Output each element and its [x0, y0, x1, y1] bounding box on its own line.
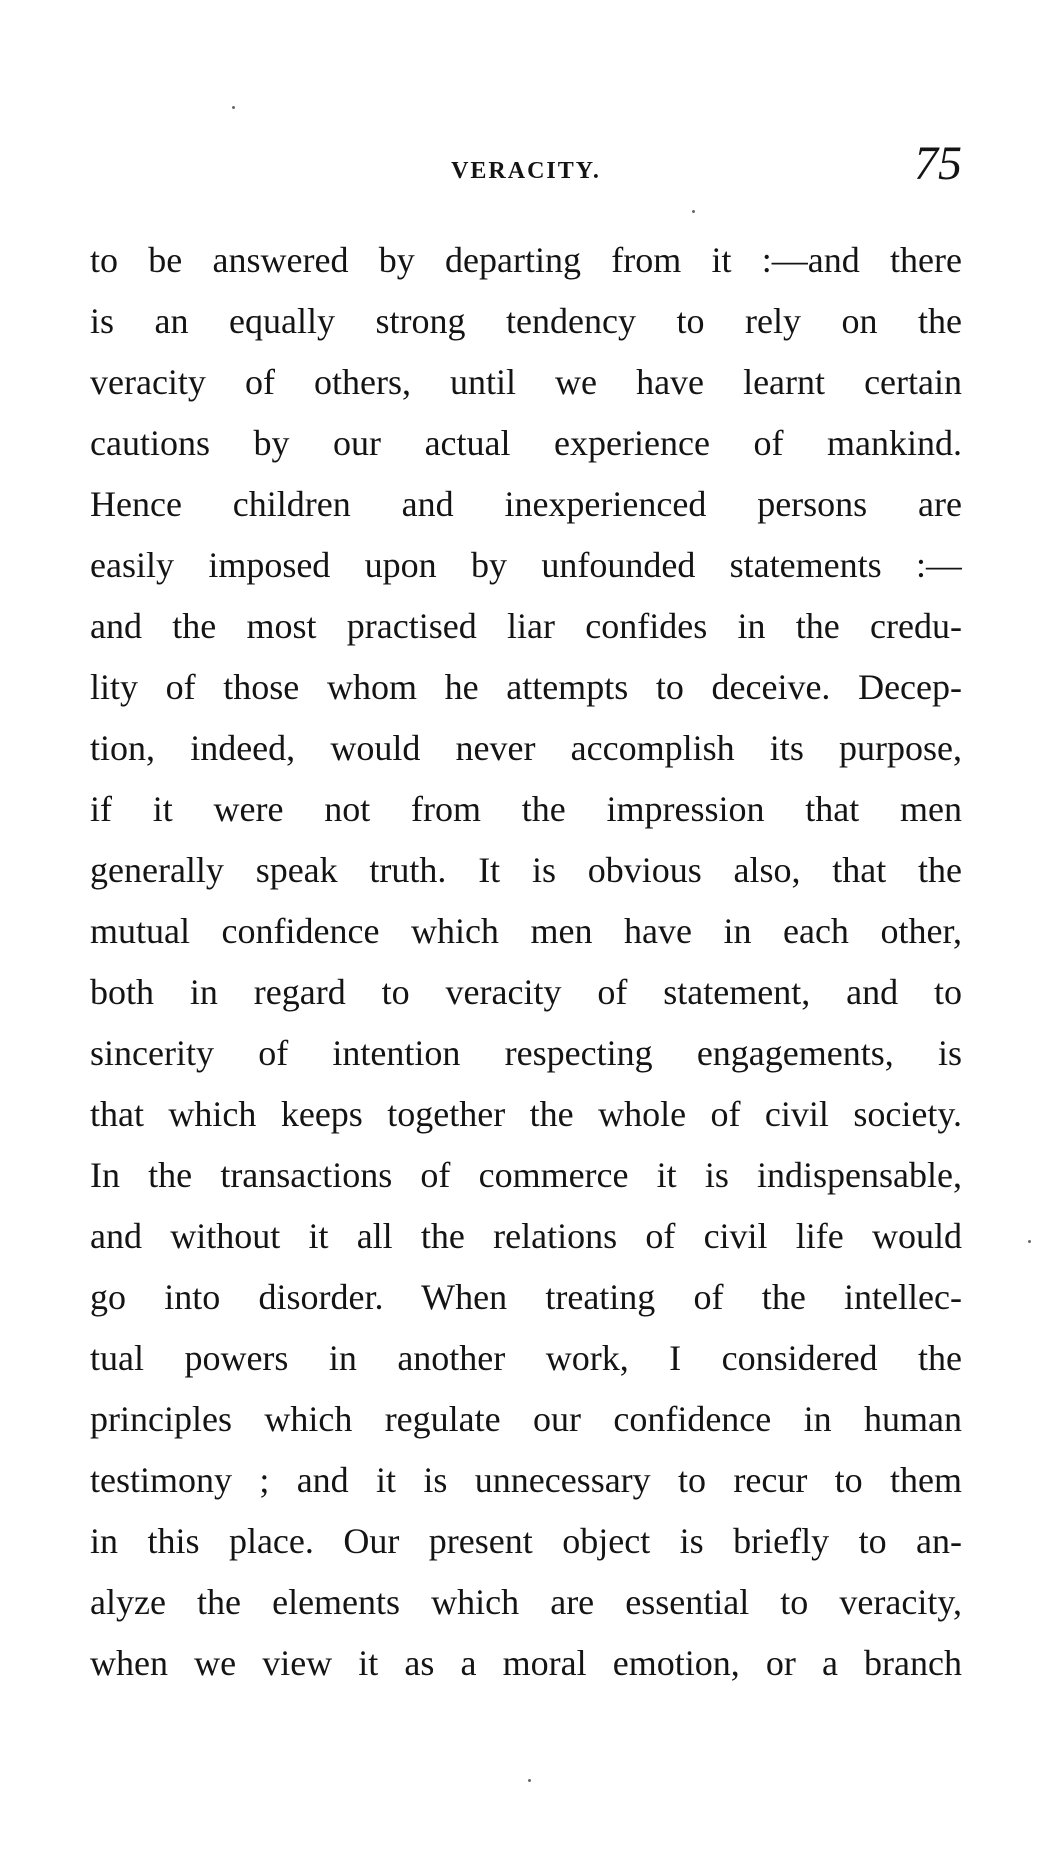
body-text	[90, 230, 962, 1694]
text-line: sincerity of intention respecting engagements, is	[90, 1033, 962, 1073]
text-line: In the transactions of commerce it is indispensable,	[90, 1155, 962, 1195]
text-line: and the most practised liar confides in the credu-	[90, 606, 962, 646]
page-number: 75	[914, 137, 962, 190]
speck	[528, 1779, 531, 1782]
text-line: both in regard to veracity of statement, and to	[90, 972, 962, 1012]
text-line: tion, indeed, would never accomplish its purpose,	[90, 728, 962, 768]
text-line: and without it all the relations of civil life would	[90, 1216, 962, 1256]
speck	[692, 210, 695, 213]
text-line: to be answered by departing from it :—and there	[90, 240, 962, 280]
text-line: Hence children and inexperienced persons are	[90, 484, 962, 524]
text-line: go into disorder. When treating of the intellec-	[90, 1277, 962, 1317]
text-line: veracity of others, until we have learnt certain	[90, 362, 962, 402]
text-line: that which keeps together the whole of civil society.	[90, 1094, 962, 1134]
text-line: in this place. Our present object is briefly to an-	[90, 1521, 962, 1561]
text-line: principles which regulate our confidence in human	[90, 1399, 962, 1439]
speck	[1028, 1240, 1031, 1243]
text-line: alyze the elements which are essential to veracity,	[90, 1582, 962, 1622]
text-line: when we view it as a moral emotion, or a branch	[90, 1643, 962, 1683]
running-head	[90, 137, 962, 190]
text-line: generally speak truth. It is obvious also, that the	[90, 850, 962, 890]
text-line: lity of those whom he attempts to deceive. Decep-	[90, 667, 962, 707]
speck	[232, 106, 235, 109]
running-title: VERACITY.	[451, 158, 601, 184]
text-line: is an equally strong tendency to rely on the	[90, 301, 962, 341]
text-line: cautions by our actual experience of mankind.	[90, 423, 962, 463]
text-line: mutual confidence which men have in each other,	[90, 911, 962, 951]
text-line: if it were not from the impression that men	[90, 789, 962, 829]
text-line: testimony ; and it is unnecessary to recur to them	[90, 1460, 962, 1500]
text-line: tual powers in another work, I considered the	[90, 1338, 962, 1378]
text-line: easily imposed upon by unfounded statements :—	[90, 545, 962, 585]
